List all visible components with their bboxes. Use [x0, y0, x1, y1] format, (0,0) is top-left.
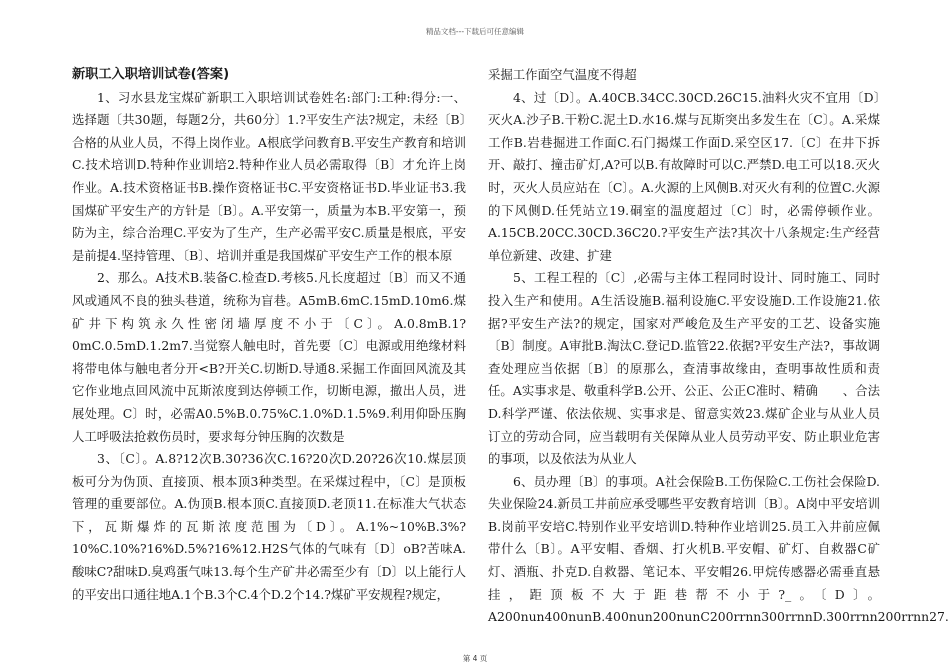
page-number: 第 4 页 — [462, 654, 488, 663]
left-column — [72, 64, 466, 606]
question-paragraph-5: 5、工程工程的〔C〕,必需与主体工程同时设计、同时施工、同时投入生产和使用。A生活设施B.福利设施C.平安设施D.工作设施21.依据?平安生产法?的规定，国家对严峻危及生产平安的工艺、设备实施〔B〕制度。A审批B.淘汰C.登记D.监管22.依据?平安生产法?，事故调查处理应当依据〔B〕的原那么，查清事故缘由，查明事故性质和责任。A实事求是、敬重科学B.公开、公正、公正C准时、精确 、合法D.科学严谨、依法依规、实事求是、留意实效23.煤矿企业与从业人员订立的劳动合同，应当载明有关保障从业人员劳动平安、防止职业危害的事项，以及依法为从业人 — [488, 270, 880, 467]
question-paragraph-2: 2、那么。A技术B.装备C.检查D.考核5.凡长度超过〔B〕而又不通风或通风不良的独头巷道，统称为盲巷。A5mB.6mC.15mD.10m6.煤矿井下构筑永久性密闭墙厚度不小于〔C〕。A.0.8mB.1?0mC.0.5mD.1.2m7.当觉察人触电时，首先要〔C〕电源或用绝缘材料将带电体与触电者分开<B?开关C.切断D.导通8.采掘工作面回风流及其它作业地点回风流中瓦斯浓度到达停顿工作，切断电源，撤出人员，进展处理。C〕时，必需A0.5%B.0.75%C.1.0%D.1.5%9.利用仰卧压胸人工呼吸法抢救伤员时，要求每分钟压胸的次数是 — [72, 270, 466, 444]
question-paragraph-4: 4、过〔D〕。A.40CB.34CC.30CD.26C15.油料火灾不宜用〔D〕灭火A.沙子B.干粉C.泥土D.水16.煤与瓦斯突出多发生在〔C〕。A.采煤工作B.岩巷掘进工作面C.石门揭煤工作面D.采空区17.〔C〕在井下拆开、敲打、撞击矿灯,A?可以B.有故障时可以C.严禁D.电工可以18.灭火时，灭火人员应站在〔C〕。A.火源的上风侧B.对灭火有利的位置C.火源的下风侧D.任凭站立19.硐室的温度超过〔C〕时，必需停顿作业。A.15CB.20CC.30CD.36C20.?平安生产法?其次十八条规定:生产经营单位新建、改建、扩建 — [488, 89, 880, 263]
page-header: 精品文档---下载后可任意编辑 — [425, 27, 525, 36]
question-paragraph-1: 1、习水县龙宝煤矿新职工入职培训试卷姓名:部门:工种:得分:一、选择题〔共30题，每题2分，共60分〕1.?平安生产法?规定，未经〔B〕合格的从业人员，不得上岗作业。A根底学问教育B.平安生产教育和培训C.技术培训D.特种作业训培2.特种作业人员必需取得〔B〕才允许上岗作业。A.技术资格证书B.操作资格证书C.平安资格证书D.毕业证书3.我国煤矿平安生产的方针是〔B〕。A.平安第一，质量为本B.平安第一，预防为主，综合治理C.平安为了生产，生产必需平安C.质量是根底，平安是前提4.坚持管理、〔B〕、培训并重是我国煤矿平安生产工作的根本原 — [72, 89, 466, 263]
document-title: 新职工入职培训试卷(答案) — [72, 67, 230, 82]
right-column — [488, 64, 949, 629]
continuation-line: 采掘工作面空气温度不得超 — [488, 67, 637, 82]
question-paragraph-3: 3、〔C〕。A.8?12次B.30?36次C.16?20次D.20?26次10.煤层顶板可分为伪顶、直接顶、根本顶3种类型。在采煤过程中，〔C〕是顶板管理的重要部位。A.伪顶B.根本顶C.直接顶D.老顶11.在标准大气状态下，瓦斯爆炸的瓦斯浓度范围为〔D〕。A.1%~10%B.3%?10%C.10%?16%D.5%?16%12.H2S气体的气味有〔D〕oB?苦味A.酸味C?甜味D.臭鸡蛋气味13.每个生产矿井必需至少有〔D〕以上能行人的平安出口通往地A.1个B.3个C.4个D.2个14.?煤矿平安规程?规定， — [72, 451, 466, 602]
question-paragraph-6: 6、员办理〔B〕的事项。A社会保险B.工伤保险C.工伤社会保险D.失业保险24.新员工井前应承受哪些平安教育培训〔B〕。A岗中平安培训B.岗前平安培C.特别作业平安培训D.特种作业培训25.员工入井前应佩带什么〔B〕。A平安帽、香烟、打火机B.平安帽、矿灯、自救器C矿灯、酒瓶、扑克D.自救器、笔记本、平安帽26.甲烷传感器必需垂直悬挂，距顶板不大于距巷帮不小于?_。〔D〕。A200nun400nunB.400nun200nunC200rrnn300rrnnD.300rrnn200rrnn27. — [488, 473, 949, 625]
